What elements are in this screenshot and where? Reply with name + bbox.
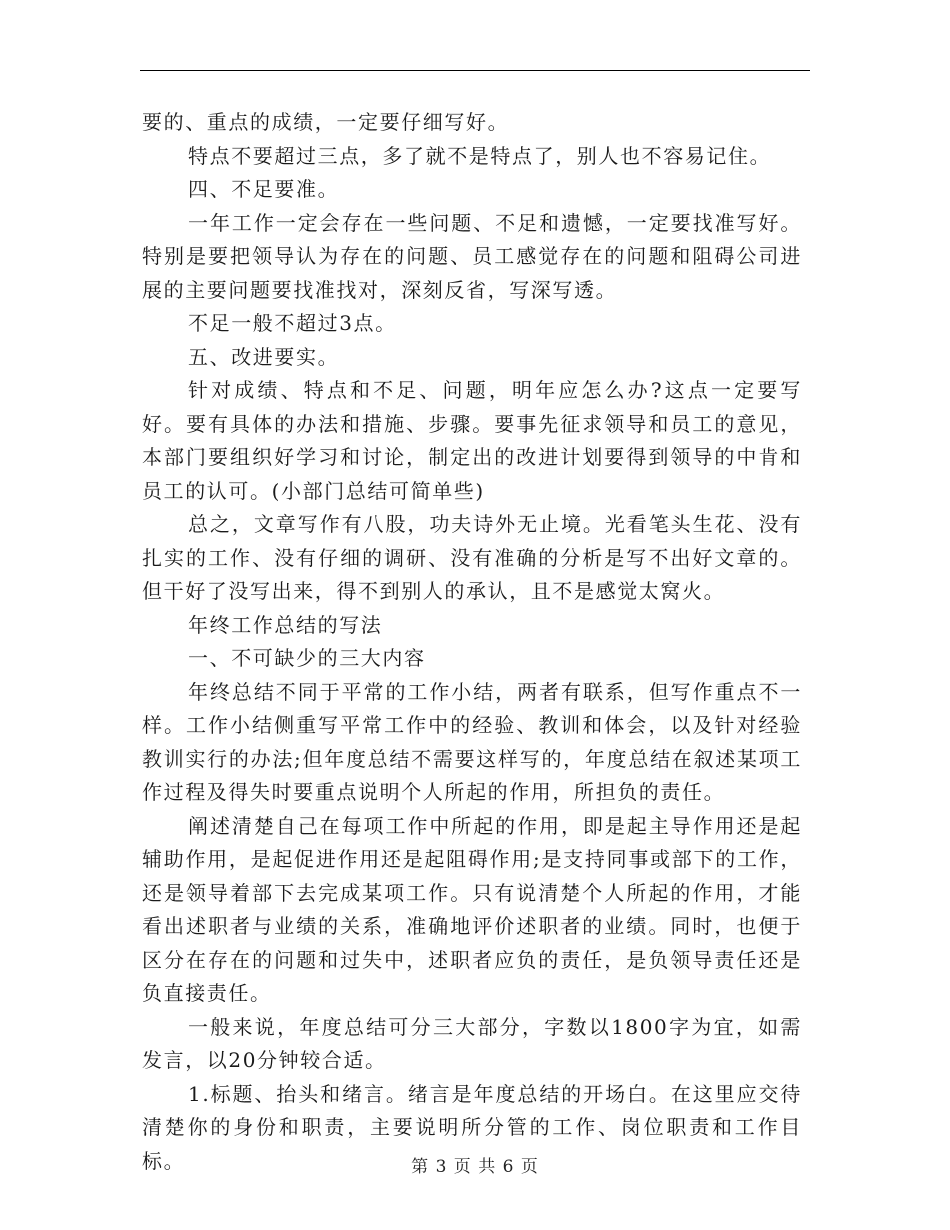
header-rule — [140, 70, 810, 71]
body-paragraph: 不足一般不超过3点。 — [188, 311, 397, 335]
body-paragraph: 要的、重点的成绩，一定要仔细写好。 — [142, 110, 510, 134]
body-paragraph: 1.标题、抬头和绪言。绪言是年度总结的开场白。在这里应交待清楚你的身份和职责，主要说明所分管的工作、岗位职责和工作目标。 — [142, 1081, 802, 1173]
body-paragraph: 针对成绩、特点和不足、问题，明年应怎么办?这点一定要写好。要有具体的办法和措施、步骤。要事先征求领导和员工的意见，本部门要组织好学习和讨论，制定出的改进计划要得到领导的中肯和员工的认可。(小部门总结可简单些) — [142, 378, 802, 503]
page-number-footer: 第 3 页 共 6 页 — [411, 1157, 539, 1177]
body-paragraph: 总之，文章写作有八股，功夫诗外无止境。光看笔头生花、没有扎实的工作、没有仔细的调研、没有准确的分析是写不出好文章的。但干好了没写出来，得不到别人的承认，且不是感觉太窝火。 — [142, 512, 802, 603]
body-paragraph: 阐述清楚自己在每项工作中所起的作用，即是起主导作用还是起辅助作用，是起促进作用还是起阻碍作用;是支持同事或部下的工作，还是领导着部下去完成某项工作。只有说清楚个人所起的作用，才能看出述职者与业绩的关系，准确地评价述职者的业绩。同时，也便于区分在存在的问题和过失中，述职者应负的责任，是负领导责任还是负直接责任。 — [142, 813, 802, 1005]
body-paragraph: 四、不足要准。 — [188, 177, 340, 201]
body-paragraph: 五、改进要实。 — [188, 344, 340, 369]
body-paragraph: 特点不要超过三点，多了就不是特点了，别人也不容易记住。 — [188, 143, 772, 168]
body-paragraph: 一般来说，年度总结可分三大部分，字数以1800字为宜，如需发言，以20分钟较合适。 — [142, 1014, 802, 1072]
body-paragraph: 年终工作总结的写法 — [188, 612, 383, 637]
body-paragraph: 一、不可缺少的三大内容 — [188, 646, 426, 670]
body-paragraph: 年终总结不同于平常的工作小结，两者有联系，但写作重点不一样。工作小结侧重写平常工作中的经验、教训和体会，以及针对经验教训实行的办法;但年度总结不需要这样写的，年度总结在叙述某项工作过程及得失时要重点说明个人所起的作用，所担负的责任。 — [142, 679, 802, 804]
body-paragraph: 一年工作一定会存在一些问题、不足和遗憾，一定要找准写好。特别是要把领导认为存在的问题、员工感觉存在的问题和阻碍公司进展的主要问题要找准找对，深刻反省，写深写透。 — [142, 210, 802, 302]
document-body — [142, 106, 802, 1178]
